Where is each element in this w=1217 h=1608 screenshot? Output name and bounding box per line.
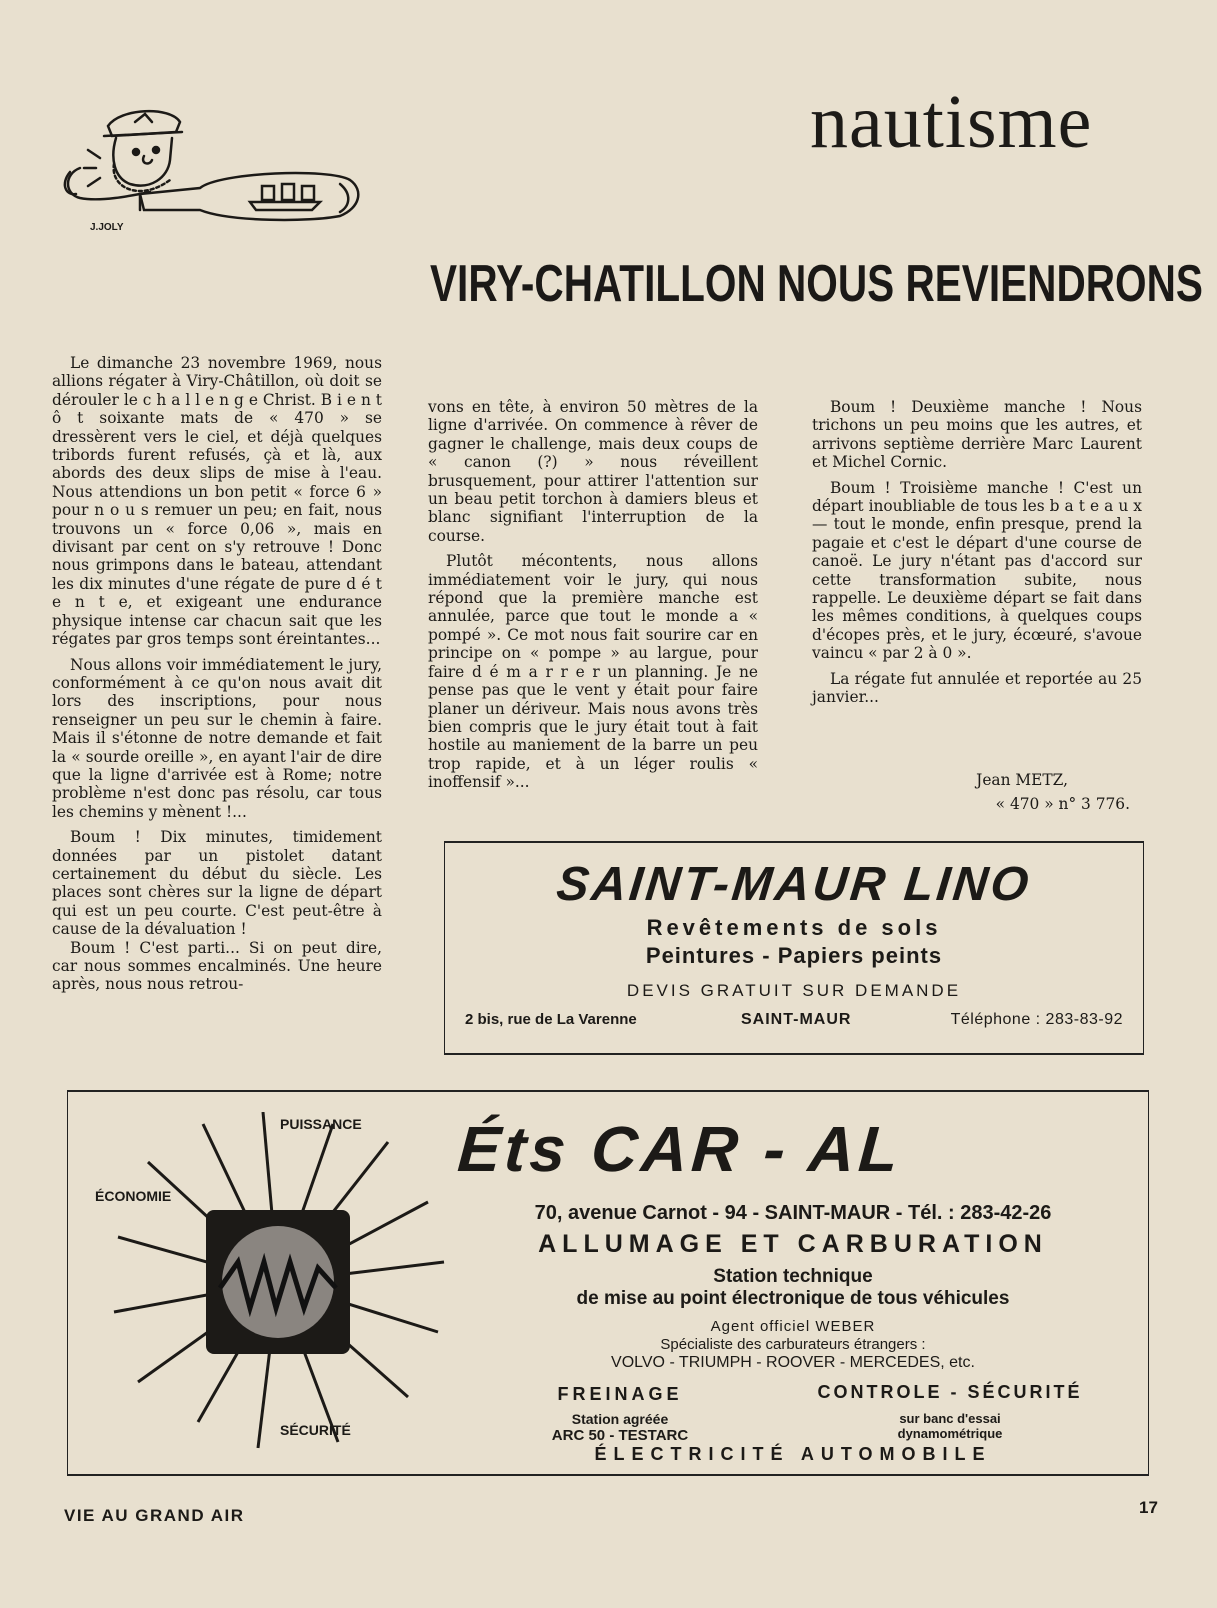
car-al-logo [108, 1112, 448, 1452]
ad-car-al-agent: Agent officiel WEBER [710, 1318, 876, 1335]
article-headline: VIRY-CHATILLON NOUS REVIENDRONS [430, 255, 1203, 313]
paragraph: vons en tête, à environ 50 mètres de la ligne d'arrivée. On commence à rêver de gagner le challenge, mais deux coups de « canon (?) » nous réveillent brusquement, pour attirer l'attention sur un beau petit torchon à damiers bleus et blanc signifiant l'interruption de la course. [428, 398, 758, 545]
article-column-2 [428, 398, 758, 799]
article-column-1 [52, 354, 382, 1001]
ad-car-al-controle-sub1: sur banc d'essai [899, 1411, 1001, 1426]
ad-car-al-freinage: FREINAGE [557, 1384, 683, 1404]
ad-car-al-specialist: Spécialiste des carburateurs étrangers : [660, 1336, 926, 1353]
ad-lino-line1: Revêtements de sols [646, 915, 942, 940]
author-signature [900, 768, 1130, 816]
article-column-3 [812, 398, 1142, 714]
ad-lino-line3: DEVIS GRATUIT SUR DEMANDE [626, 981, 962, 1000]
sailor-bottle-illustration [40, 98, 380, 238]
ad-car-al-brands: VOLVO - TRIUMPH - ROOVER - MERCEDES, etc. [611, 1354, 975, 1371]
ad-lino-phone: Téléphone : 283-83-92 [950, 1011, 1123, 1028]
logo-label-puissance: PUISSANCE [280, 1116, 362, 1132]
page-number: 17 [1139, 1498, 1158, 1517]
ad-lino-title: SAINT-MAUR LINO [554, 858, 1034, 911]
ad-lino-line2: Peintures - Papiers peints [645, 943, 943, 968]
paragraph: La régate fut annulée et reportée au 25 janvier... [812, 669, 1142, 707]
paragraph: Boum ! Troisième manche ! C'est un départ inoubliable de tous les b a t e a u x — tout le monde, enfin presque, prend la pagaie et c'est le départ d'une course de canoë. Le jury n'étant pas d'accord sur cette transformation subite, nous rappelle. Le deuxième départ se fait dans les mêmes conditions, à quelques coups d'écopes près, et le jury, écœuré, s'avoue vaincu « par 2 à 0 ». [812, 478, 1142, 663]
ad-car-al-freinage-sub1: Station agréée [571, 1411, 669, 1427]
ad-lino-address: 2 bis, rue de La Varenne [465, 1011, 637, 1028]
ad-saint-maur-lino [444, 841, 1144, 1055]
author-name: Jean METZ, [976, 771, 1068, 789]
ad-car-al-headline: ALLUMAGE ET CARBURATION [538, 1230, 1048, 1258]
section-title: nautisme [810, 80, 1093, 164]
ad-car-al-controle: CONTROLE - SÉCURITÉ [817, 1382, 1083, 1402]
ad-car-al-electricite: ÉLECTRICITÉ AUTOMOBILE [594, 1444, 992, 1464]
ad-lino-city: SAINT-MAUR [741, 1011, 852, 1028]
ad-car-al-station1: Station technique [713, 1266, 873, 1287]
ad-car-al-title: Éts CAR - AL [455, 1113, 905, 1185]
illustrator-signature: J.JOLY [90, 222, 124, 233]
paragraph: Plutôt mécontents, nous allons immédiatement voir le jury, qui nous répond que la première manche est annulée, parce que tout le monde a « pompé ». Ce mot nous fait sourire car en principe on « pompe » au largue, pour faire d é m a r r e r un planning. Je ne pense pas que le vent y était pour faire planer un dériveur. Mais nous avons très bien compris que le jury était tout à fait hostile au maniement de la barre un peu trop rapide, et à un léger roulis « inoffensif »... [428, 552, 758, 792]
paragraph: Boum ! C'est parti... Si on peut dire, car nous sommes encalminés. Une heure après, nous nous retrou- [52, 938, 382, 994]
author-detail: « 470 » n° 3 776. [995, 795, 1130, 813]
paragraph: Nous allons voir immédiatement le jury, conformément à ce qu'on nous avait dit lors des inscriptions, pour nous renseigner un peu sur le chemin à faire. Mais il s'étonne de notre demande et fait la « sourde oreille », en ayant l'air de dire que la ligne d'arrivée est à Rome; notre problème n'est donc pas résolu, car tous les chemins y mènent !... [52, 655, 382, 821]
ad-ets-car-al [67, 1090, 1149, 1476]
paragraph: Boum ! Deuxième manche ! Nous trichons un peu moins que les autres, et arrivons septième derrière Marc Laurent et Michel Cornic. [812, 398, 1142, 472]
logo-label-securite: SÉCURITÉ [280, 1422, 351, 1438]
ad-car-al-controle-sub2: dynamométrique [897, 1426, 1003, 1441]
logo-label-economie: ÉCONOMIE [95, 1188, 172, 1204]
ad-car-al-station2: de mise au point électronique de tous véhicules [576, 1288, 1010, 1309]
ad-car-al-freinage-sub2: ARC 50 - TESTARC [551, 1427, 689, 1444]
paragraph: Le dimanche 23 novembre 1969, nous allions régater à Viry-Châtillon, où doit se dérouler le c h a l l e n g e Christ. B i e n t ô t soixante mats de « 470 » se dressèrent vers le ciel, et déjà quelques tribords furent refusés, çà et là, aux abords des deux slips de mise à l'eau. Nous attendions un bon petit « force 6 » pour n o u s remuer un peu; en fait, nous trouvons un « force 0,06 », mais en divisant par cent on s'y retrouve ! Donc nous grimpons dans le bateau, attendant les dix minutes d'une régate de pure d é t e n t e, et exigeant une endurance physique intense car chacun sait que les régates par gros temps sont éreintantes... [52, 354, 382, 649]
ad-car-al-address: 70, avenue Carnot - 94 - SAINT-MAUR - Tél. : 283-42-26 [534, 1202, 1052, 1224]
magazine-name: VIE AU GRAND AIR [64, 1506, 245, 1525]
ad-lino-footer [465, 1011, 1123, 1031]
paragraph: Boum ! Dix minutes, timidement données par un pistolet datant certainement du début du siècle. Les places sont chères sur la ligne de départ qui est un peu courte. C'est peut-être à cause de la dévaluation ! [52, 828, 382, 939]
